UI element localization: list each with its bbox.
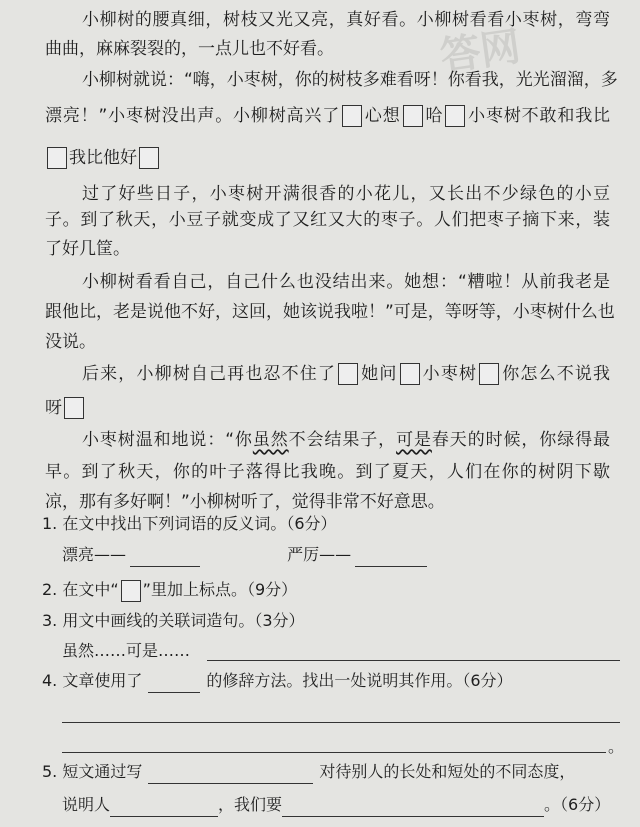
text: 我比他好 xyxy=(69,148,137,168)
punctuation-box[interactable] xyxy=(479,363,499,385)
text: ”里加上标点。（9分） xyxy=(142,580,298,599)
text: 呀 xyxy=(45,398,62,418)
question-5-line2 xyxy=(62,793,610,817)
text: 2. 在文中“ xyxy=(42,580,119,599)
passage-line xyxy=(45,146,610,170)
watermark: 答网 xyxy=(437,23,524,81)
punctuation-box[interactable] xyxy=(64,397,84,419)
text: 春天的时候，你绿得最 xyxy=(431,430,611,450)
punctuation-box[interactable] xyxy=(342,105,362,127)
text: 。（6分） xyxy=(544,795,611,814)
answer-blank[interactable] xyxy=(148,674,200,693)
punctuation-box[interactable] xyxy=(400,363,420,385)
passage-line: 没说。 xyxy=(45,332,96,352)
answer-blank[interactable] xyxy=(148,765,313,784)
period: 。 xyxy=(608,737,625,756)
question-3: 3. 用文中画线的关联词造句。（3分） xyxy=(42,611,305,630)
text: 小枣树 xyxy=(421,364,478,384)
answer-line[interactable] xyxy=(62,752,606,753)
passage-line: 子。到了秋天，小豆子就变成了又红又大的枣子。人们把枣子摘下来，装 xyxy=(45,210,610,230)
word-label: 漂亮—— xyxy=(62,545,127,564)
passage-line xyxy=(45,104,610,128)
passage-line xyxy=(82,362,610,386)
question-1-answers xyxy=(62,543,610,567)
passage-line: 凉，那有多好啊！”小柳树听了，觉得非常不好意思。 xyxy=(45,492,445,512)
text: 心想 xyxy=(364,106,401,126)
answer-blank[interactable] xyxy=(110,798,218,817)
punctuation-box[interactable] xyxy=(445,105,465,127)
passage-line: 跟他比，老是说他不好，这回，她该说我啦！”可是，等呀等，小枣树什么也 xyxy=(45,302,615,322)
punctuation-box[interactable] xyxy=(338,363,358,385)
text: 的修辞方法。找出一处说明其作用。（6分） xyxy=(206,671,513,690)
answer-line[interactable] xyxy=(207,660,620,661)
punctuation-box[interactable] xyxy=(47,147,67,169)
punctuation-box[interactable] xyxy=(403,105,423,127)
question-1: 1. 在文中找出下列词语的反义词。（6分） xyxy=(42,514,337,533)
text: 后来，小柳树自己再也忍不住了 xyxy=(82,364,337,384)
answer-blank[interactable] xyxy=(355,548,427,567)
question-3-prompt: 虽然……可是…… xyxy=(62,641,191,660)
answer-blank[interactable] xyxy=(130,548,200,567)
text: 小枣树温和地说：“你 xyxy=(82,430,253,450)
text: 漂亮！”小枣树没出声。小柳树高兴了 xyxy=(45,106,341,126)
punctuation-box-icon xyxy=(121,580,141,602)
passage-line: 小柳树看看自己，自己什么也没结出来。她想：“糟啦！从前我老是 xyxy=(82,272,610,292)
underlined-conjunction: 可是 xyxy=(396,430,432,450)
answer-blank[interactable] xyxy=(282,798,544,817)
text: 哈 xyxy=(424,106,444,126)
passage-line: 过了好些日子，小枣树开满很香的小花儿，又长出不少绿色的小豆 xyxy=(82,184,610,204)
passage-line xyxy=(82,428,610,452)
question-5 xyxy=(42,760,610,784)
text: 不会结果子， xyxy=(288,430,397,450)
passage-line: 曲曲，麻麻裂裂的，一点儿也不好看。 xyxy=(45,39,334,59)
passage-line: 小柳树的腰真细，树枝又光又亮，真好看。小柳树看看小枣树，弯弯 xyxy=(82,10,610,30)
text: 对待别人的长处和短处的不同态度， xyxy=(319,762,576,781)
text: 说明人 xyxy=(62,795,111,814)
answer-line[interactable] xyxy=(62,722,620,723)
word-label: 严厉—— xyxy=(287,545,352,564)
question-2 xyxy=(42,578,610,602)
punctuation-box[interactable] xyxy=(139,147,159,169)
underlined-conjunction: 虽然 xyxy=(252,430,289,450)
passage-line: 了好几筐。 xyxy=(45,239,130,259)
passage-line: 小柳树就说：“嗨，小枣树，你的树枝多难看呀！你看我，光光溜溜，多 xyxy=(82,70,618,90)
text: 5. 短文通过写 xyxy=(42,762,143,781)
passage-line xyxy=(45,396,610,420)
text: 小枣树不敢和我比 xyxy=(467,106,611,126)
passage-line: 早。到了秋天，你的叶子落得比我晚。到了夏天，人们在你的树阴下歇 xyxy=(45,462,610,482)
text: 她问 xyxy=(360,364,398,384)
text: 4. 文章使用了 xyxy=(42,671,143,690)
question-4 xyxy=(42,669,610,693)
text: ，我们要 xyxy=(218,795,283,814)
text: 你怎么不说我 xyxy=(501,364,611,384)
